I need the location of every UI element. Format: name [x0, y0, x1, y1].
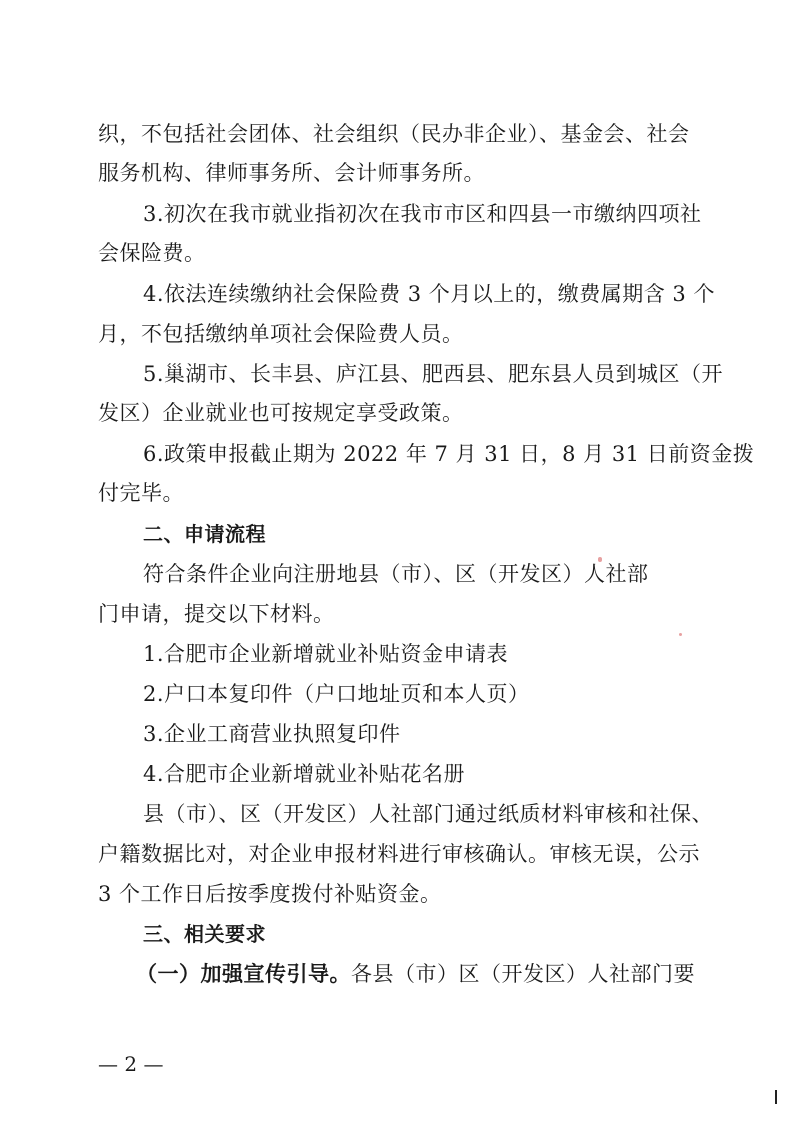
ink-speck [598, 557, 602, 562]
paragraph-line: 月，不包括缴纳单项社会保险费人员。 [98, 322, 464, 346]
paragraph-line: 户籍数据比对，对企业申报材料进行审核确认。审核无误，公示 [98, 842, 700, 866]
paragraph-line: 县（市）、区（开发区）人社部门通过纸质材料审核和社保、 [143, 802, 713, 826]
paragraph-line: 门申请，提交以下材料。 [98, 602, 335, 626]
paragraph-line: 6.政策申报截止期为 2022 年 7 月 31 日，8 月 31 日前资金拨 [143, 442, 755, 466]
paragraph-text: 各县（市）区（开发区）人社部门要 [351, 962, 695, 986]
bold-lead: （一）加强宣传引导。 [136, 962, 351, 986]
paragraph-line: 发区）企业就业也可按规定享受政策。 [98, 401, 464, 425]
paragraph-line: 4.依法连续缴纳社会保险费 3 个月以上的，缴费属期含 3 个 [143, 282, 715, 306]
paragraph-line: 织，不包括社会团体、社会组织（民办非企业）、基金会、社会 [98, 122, 690, 146]
ink-speck [679, 633, 682, 636]
list-item: 3.企业工商营业执照复印件 [143, 722, 401, 746]
list-item: 1.合肥市企业新增就业补贴资金申请表 [143, 642, 509, 666]
list-item: 4.合肥市企业新增就业补贴花名册 [143, 762, 466, 786]
paragraph-line: 符合条件企业向注册地县（市）、区（开发区）人社部 [143, 562, 649, 586]
paragraph-line: 付完毕。 [98, 481, 184, 505]
paragraph-line: 3 个工作日后按季度拨付补贴资金。 [98, 882, 442, 906]
paragraph-line: 服务机构、律师事务所、会计师事务所。 [98, 161, 485, 185]
paragraph-line: 3.初次在我市就业指初次在我市市区和四县一市缴纳四项社 [143, 202, 702, 226]
paragraph-line: 会保险费。 [98, 241, 206, 265]
paragraph-line: 5.巢湖市、长丰县、庐江县、肥西县、肥东县人员到城区（开 [143, 362, 724, 386]
paragraph-line [136, 962, 695, 986]
list-item: 2.户口本复印件（户口地址页和本人页） [143, 682, 530, 706]
section-heading: 二、申请流程 [143, 522, 266, 546]
section-heading: 三、相关要求 [143, 922, 266, 946]
page-number: — 2 — [98, 1052, 164, 1076]
scan-edge-mark [775, 1090, 777, 1104]
